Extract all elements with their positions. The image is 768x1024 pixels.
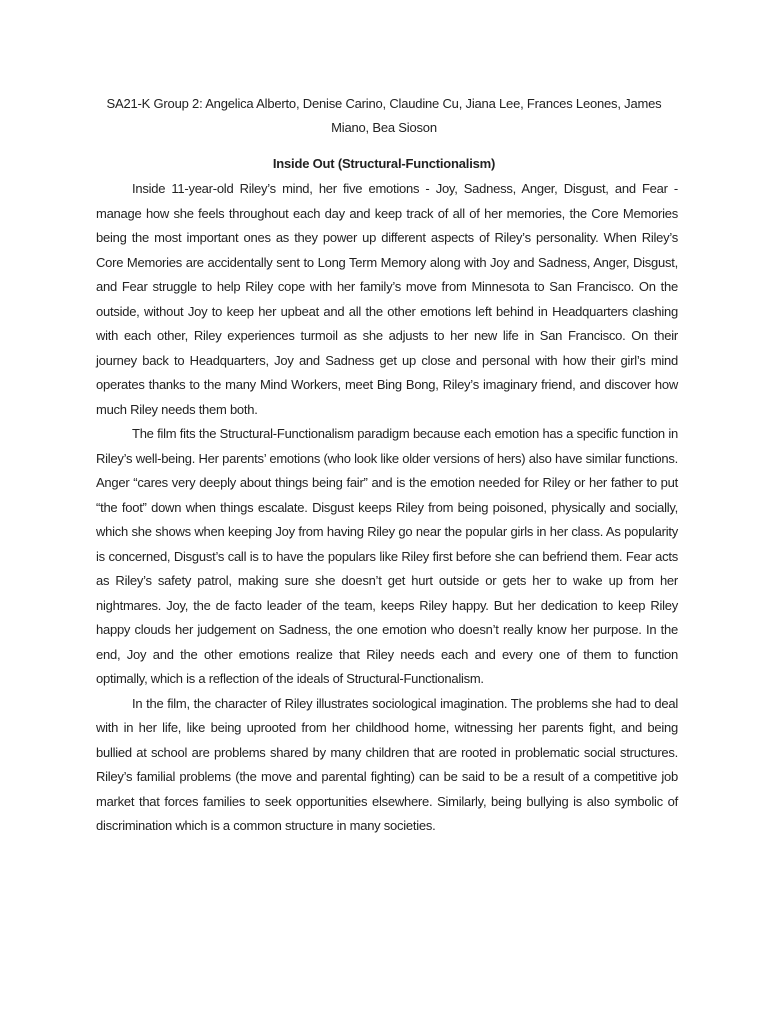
paragraph-structural-functionalism: The film fits the Structural-Functionalism paradigm because each emotion has a specific function in Riley’s well-being. Her parents’ emotions (who look like older versions of hers) also have similar functions. Anger “cares very deeply about things being fair” and is the emotion needed for Riley or her father to put “the foot” down when things escalate. Disgust keeps Riley from being poisoned, physically and socially, which she shows when keeping Joy from having Riley go near the popular girls in her class. As popularity is concerned, Disgust’s call is to have the populars like Riley first before she can befriend them. Fear acts as Riley’s safety patrol, making sure she doesn’t get hurt outside or gets her to wake up from her nightmares. Joy, the de facto leader of the team, keeps Riley happy. But her dedication to keep Riley happy clouds her judgement on Sadness, the one emotion who doesn’t really know her purpose. In the end, Joy and the other emotions realize that Riley needs each and every one of them to function optimally, which is a reflection of the ideals of Structural-Functionalism. xyxy=(96,426,678,686)
paragraph-sociological-imagination: In the film, the character of Riley illustrates sociological imagination. The problems she had to deal with in her life, like being uprooted from her childhood home, witnessing her parents fight, and being bullied at school are problems shared by many children that are rooted in problematic social structures. Riley’s familial problems (the move and parental fighting) can be said to be a result of a competitive job market that forces families to seek opportunities elsewhere. Similarly, being bullying is also symbolic of discrimination which is a common structure in many societies. xyxy=(96,695,678,833)
document-body xyxy=(96,177,678,839)
paragraph-summary: Inside 11-year-old Riley’s mind, her five emotions - Joy, Sadness, Anger, Disgust, and Fear - manage how she feels throughout each day and keep track of all of her memories, the Core Memories being the most important ones as they power up different aspects of Riley’s personality. When Riley’s Core Memories are accidentally sent to Long Term Memory along with Joy and Sadness, Anger, Disgust, and Fear struggle to help Riley cope with her family’s move from Minnesota to San Francisco. On the outside, without Joy to keep her upbeat and all the other emotions left behind in Headquarters clashing with each other, Riley experiences turmoil as she adjusts to her new life in San Francisco. On their journey back to Headquarters, Joy and Sadness get up close and personal with how their girl’s mind operates thanks to the many Mind Workers, meet Bing Bong, Riley’s imaginary friend, and discover how much Riley needs them both. xyxy=(96,181,678,417)
document-title: Inside Out (Structural-Functionalism) xyxy=(272,156,496,171)
author-line: SA21-K Group 2: Angelica Alberto, Denise Carino, Claudine Cu, Jiana Lee, Frances Leones, James Miano, Bea Sioson xyxy=(106,96,662,135)
